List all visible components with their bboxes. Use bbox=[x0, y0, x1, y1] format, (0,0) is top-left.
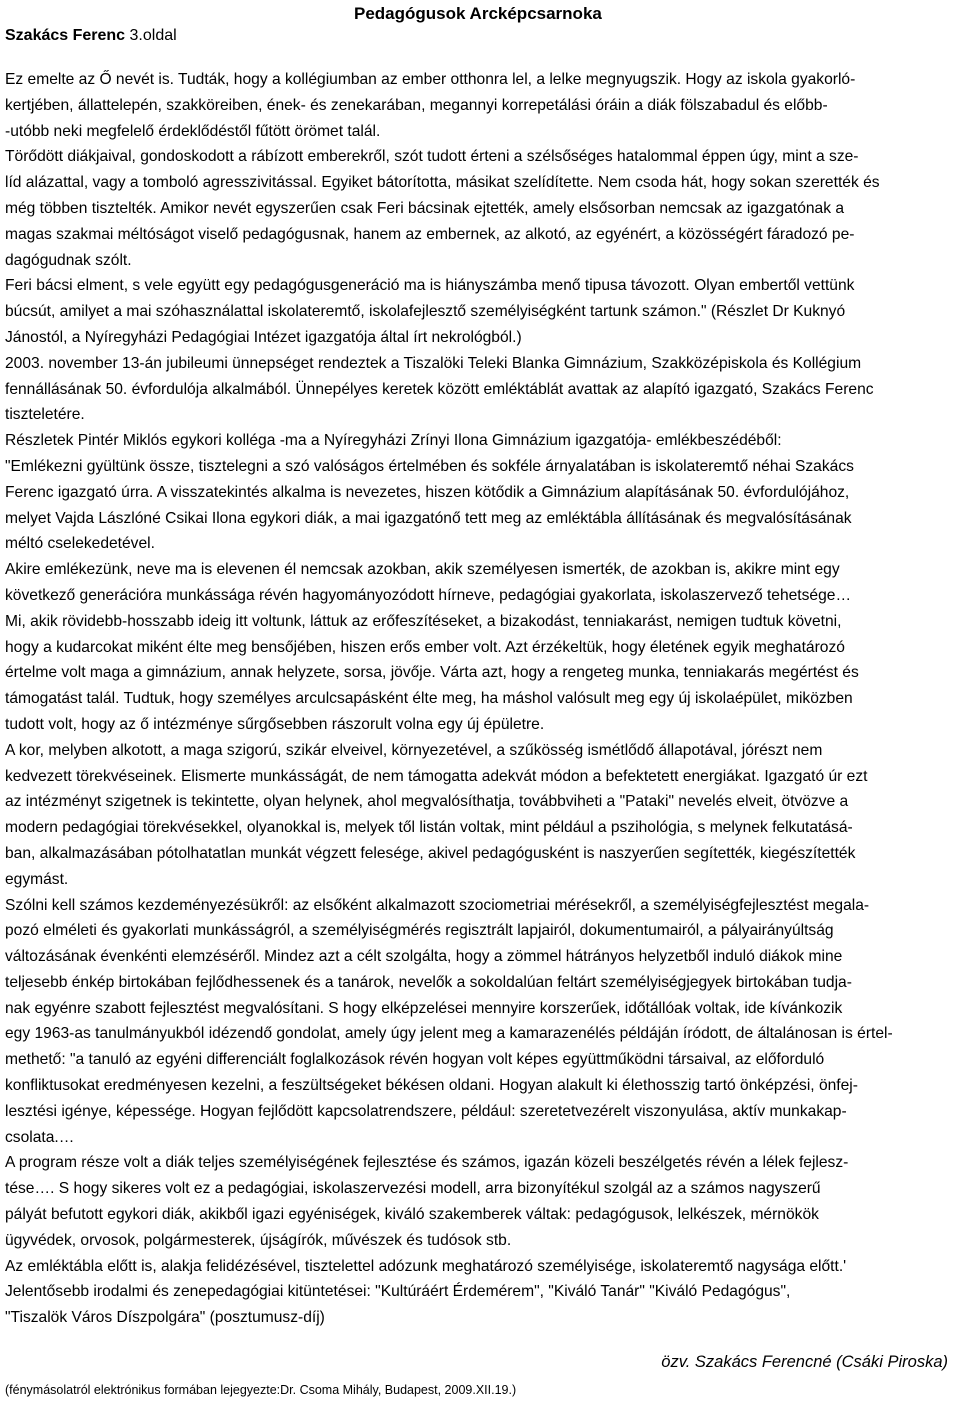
text-line: következő generációra munkássága révén hagyományozódott hírneve, pedagógiai gyakorlata, iskolaszervező tehetsége… bbox=[5, 586, 852, 604]
text-line: Jelentősebb irodalmi és zenepedagógiai kitüntetései: "Kultúráért Érdemérem", "Kiváló Tanár" "Kiváló Pedagógus", bbox=[5, 1283, 791, 1301]
text-line: "Tiszalök Város Díszpolgára" (posztumusz-díj) bbox=[5, 1309, 325, 1327]
text-line: Törődött diákjaival, gondoskodott a rábízott emberekről, szót tudott érteni a szélsőséges hatalommal éppen úgy, mint a sze- bbox=[5, 148, 859, 166]
footer-note: (fénymásolatról elektrónikus formában lejegyezte:Dr. Csoma Mihály, Budapest, 2009.XII.19.) bbox=[5, 1383, 517, 1397]
text-line: ban, alkalmazásában pótolhatatlan munkát végzett felesége, akivel pedagógusként is naszyerűen segítették, kiegészítették bbox=[5, 844, 856, 862]
text-line: konfliktusokat eredményesen kezelni, a feszültségeket békésen oldani. Hogyan alakult ki élethosszig tartó önképzési, önfej- bbox=[5, 1077, 858, 1095]
text-line: pályát befutott egykori diák, akikből igazi egyéniségek, kiváló szakemberek váltak: pedagógusok, lelkészek, mérnökök bbox=[5, 1206, 819, 1224]
text-line: A kor, melyben alkotott, a maga szigorú, szikár elveivel, környezetével, a szűkösség ismétlődő állapotával, jórészt nem bbox=[5, 741, 823, 759]
text-line: pozó elméleti és gyakorlati munkásságról, a személyiségmérés regisztrált lapjairól, dokumentumairól, a pályairányúltság bbox=[5, 922, 834, 940]
text-line: 2003. november 13-án jubileumi ünnepséget rendeztek a Tiszalöki Teleki Blanka Gimnázium, Szakközépiskola és Kollégium bbox=[5, 354, 862, 372]
text-line: méltó cselekedetével. bbox=[5, 535, 155, 553]
text-line: Jánostól, a Nyíregyházi Pedagógiai Intézet igazgatója által írt nekrológból.) bbox=[5, 328, 522, 346]
page-number: 3.oldal bbox=[129, 27, 177, 44]
text-line: dagógudnak szólt. bbox=[5, 251, 132, 269]
text-line: csolata.… bbox=[5, 1128, 75, 1146]
text-line: tése…. S hogy sikeres volt ez a pedagógiai, iskolaszervezési modell, arra bizonyítékul szolgál az a számos nagyszerű bbox=[5, 1180, 821, 1198]
text-line: Feri bácsi elment, s vele együtt egy pedagógusgeneráció ma is hiányszámba menő tipusa távozott. Olyan embertől vettünk bbox=[5, 277, 855, 295]
text-line: Mi, akik rövidebb-hosszabb ideig itt voltunk, láttuk az erőfeszítéseket, a bizakodást, tenniakarást, nemigen tudtuk követni, bbox=[5, 612, 842, 630]
author-name: Szakács Ferenc bbox=[5, 27, 126, 44]
text-line: egymást. bbox=[5, 870, 69, 888]
article-body bbox=[5, 67, 960, 1331]
text-line: modern pedagógiai törekvésekkel, olyanokkal is, melyek től listán voltak, mint például a pszihológia, s melynek felkutatásá- bbox=[5, 819, 853, 837]
text-line: fennállásának 50. évfordulója alkalmából. Ünnepélyes keretek között emléktáblát avattak az alapító igazgató, Szakács Ferenc bbox=[5, 380, 874, 398]
signature: özv. Szakács Ferencné (Csáki Piroska) bbox=[661, 1353, 948, 1371]
text-line: Részletek Pintér Miklós egykori kolléga -ma a Nyíregyházi Zrínyi Ilona Gimnázium igazgatója- emlékbeszédéből: bbox=[5, 432, 782, 450]
text-line: nak egyénre szabott fejlesztést megvalósítani. S hogy elképzelései mennyire korszerűek, időtállóak voltak, ide kívánkozik bbox=[5, 999, 843, 1017]
text-line: még többen tisztelték. Amikor nevét egyszerűen csak Feri bácsinak ejtették, amely elsősorban nemcsak az igazgatónak a bbox=[5, 199, 845, 217]
text-line: líd alázattal, vagy a tomboló agresszivitással. Egyiket bátorította, másikat szelídítette. Nem csoda hát, hogy sokan szerették és bbox=[5, 174, 880, 192]
text-line: támogatást talál. Tudtuk, hogy személyes arculcsapásként élte meg, ha máshol valósult meg egy új iskolaépület, miközben bbox=[5, 690, 853, 708]
text-line: Akire emlékezünk, neve ma is elevenen él nemcsak azokban, akik személyesen ismerték, de azokban is, akikre mint egy bbox=[5, 561, 840, 579]
text-line: értelme volt maga a gimnázium, annak helyzete, sorsa, jövője. Várta azt, hogy a rengeteg munka, tenniakarás megértést és bbox=[5, 664, 859, 682]
text-line: kedvezett törekvéseinek. Elismerte munkásságát, de nem támogatta adekvát módon a befektetett energiákat. Igazgató úr ezt bbox=[5, 767, 868, 785]
page-title: Pedagógusok Arcképcsarnoka bbox=[354, 4, 602, 23]
text-line: Ferenc igazgató úrra. A visszatekintés alkalma is nevezetes, hiszen kötődik a Gimnázium alapításának 50. évfordulójához, bbox=[5, 483, 850, 501]
text-line: A program része volt a diák teljes személyiségének fejlesztése és számos, igazán közeli beszélgetés révén a lélek fejlesz- bbox=[5, 1154, 849, 1172]
text-line: tiszteletére. bbox=[5, 406, 85, 424]
text-line: Ez emelte az Ő nevét is. Tudták, hogy a kollégiumban az ember otthonra lel, a lelke megnyugszik. Hogy az iskola gyakorló- bbox=[5, 71, 856, 88]
text-line: búcsút, amilyet a mai szóhasználattal iskolateremtő, iskolafejlesztő személyiségként tartunk számon." (Részlet Dr Kuknyó bbox=[5, 303, 846, 321]
text-line: kertjében, állattelepén, szakköreiben, ének- és zenekarában, megannyi korrepetálási óráin a diák fölszabadul és előbb- bbox=[5, 96, 828, 114]
text-line: -utóbb neki megfelelő érdeklődéstől fűtött örömet talál. bbox=[5, 122, 381, 140]
text-line: lesztési igénye, képessége. Hogyan fejlődött kapcsolatrendszere, például: szeretetvezérelt viszonyulása, aktív munkakap- bbox=[5, 1102, 847, 1120]
text-line: Szólni kell számos kezdeményezésükről: az elsőként alkalmazott szociometriai mérésekről, a személyiségfejlesztést megala- bbox=[5, 896, 870, 914]
text-line: tudott volt, hogy az ő intézménye sűrgősebben rászorult volna egy új épületre. bbox=[5, 715, 545, 733]
text-line: az intézményt szigetnek is tekintette, olyan helynek, ahol megvalósíthatja, továbbviheti a "Pataki" nevelés elveit, ötvözve a bbox=[5, 793, 849, 811]
header-author bbox=[5, 27, 177, 45]
text-line: melyet Vajda Lászlóné Csikai Ilona egykori diák, a mai igazgatónő tett meg az emléktábla állításának és megvalósításának bbox=[5, 509, 852, 527]
text-line: teljesebb énkép birtokában fejlődhessenek és a tanárok, nevelők a sokoldalúan feltárt személyiségjegyek birtokában tudja- bbox=[5, 973, 852, 991]
text-line: "Emlékezni gyültünk össze, tisztelegni a szó valóságos értelmében és sokféle árnyalatában is iskolateremtő néhai Szakács bbox=[5, 457, 854, 475]
text-line: magas szakmai méltóságot viselő pedagógusnak, hanem az embernek, az alkotó, az egyénért, a közösségért fáradozó pe- bbox=[5, 225, 855, 243]
text-line: methető: "a tanuló az egyéni differenciált foglalkozások révén hogyan volt képes együttműködni társaival, az előforduló bbox=[5, 1051, 825, 1069]
text-line: változásának évenkénti elemzéséről. Mindez azt a célt szolgálta, hogy a zömmel hátrányos helyzetből induló diákok mine bbox=[5, 948, 843, 966]
text-line: hogy a kudarcokat miként élte meg bensőjében, hiszen erős ember volt. Azt érzékeltük, hogy életének egyik meghatározó bbox=[5, 638, 845, 656]
text-line: ügyvédek, orvosok, polgármesterek, újságírók, művészek és tudósok stb. bbox=[5, 1231, 512, 1249]
text-line: egy 1963-as tanulmányukból idézendő gondolat, amely úgy jelent meg a kamarazenélés példáján íródott, de általánosan is értel- bbox=[5, 1025, 893, 1043]
text-line: Az emléktábla előtt is, alakja felidézésével, tisztelettel adózunk meghatározó személyisége, iskolateremtő nagysága előtt.' bbox=[5, 1257, 847, 1275]
